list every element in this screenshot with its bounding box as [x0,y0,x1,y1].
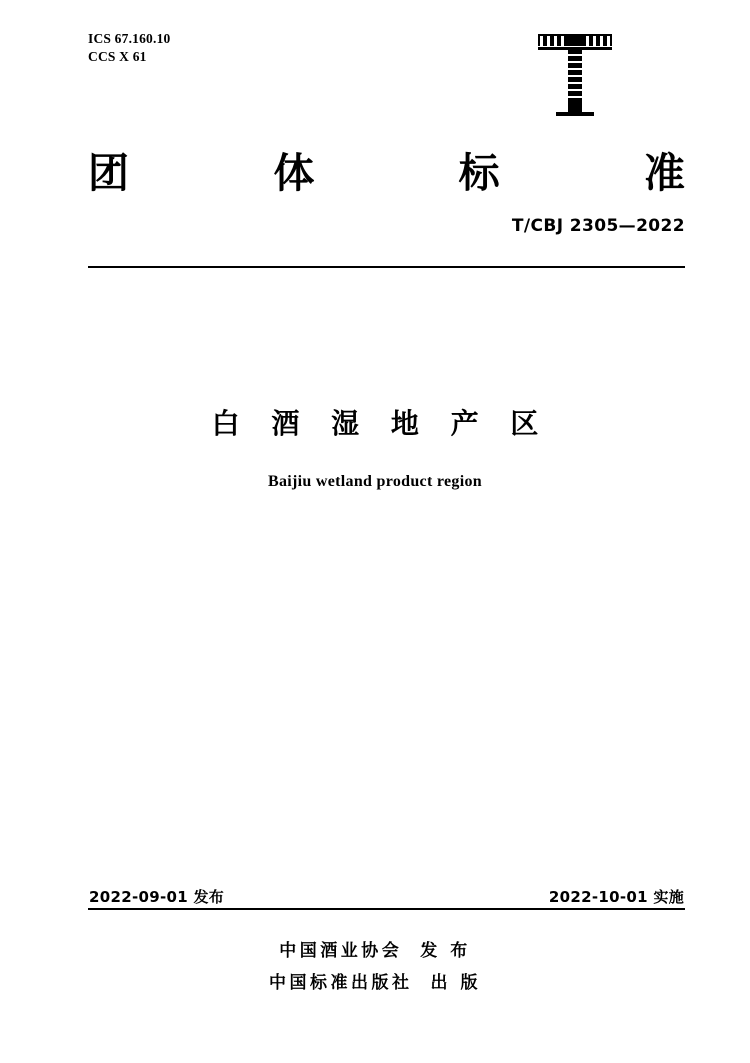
publisher-action-2: 出 版 [430,973,481,993]
publisher-line-2 [0,968,750,993]
header-title-char-3: 标 [458,149,500,197]
standard-number: T/CBJ 2305—2022 [511,216,685,236]
publisher-org-1: 中国酒业协会 [279,941,403,961]
page-subtitle-english: Baijiu wetland product region [268,473,482,490]
header-title-char-2: 体 [273,149,315,197]
classification-codes [88,30,171,66]
page-title: 白 酒 湿 地 产 区 [211,407,550,440]
publisher-action-1: 发 布 [420,941,471,961]
implementation-date: 2022-10-01 实施 [548,888,684,906]
ics-code: ICS 67.160.10 [88,31,171,46]
header-divider [88,266,685,268]
header-title-char-4: 准 [643,149,685,197]
header-title [88,140,685,199]
publisher-line-1 [0,936,750,961]
header-title-char-1: 团 [88,149,129,197]
issue-date: 2022-09-01 发布 [89,888,225,906]
footer-divider [88,908,685,910]
publisher-org-2: 中国标准出版社 [269,973,413,993]
t-logo-icon [530,28,620,120]
ccs-code: CCS X 61 [88,49,147,65]
